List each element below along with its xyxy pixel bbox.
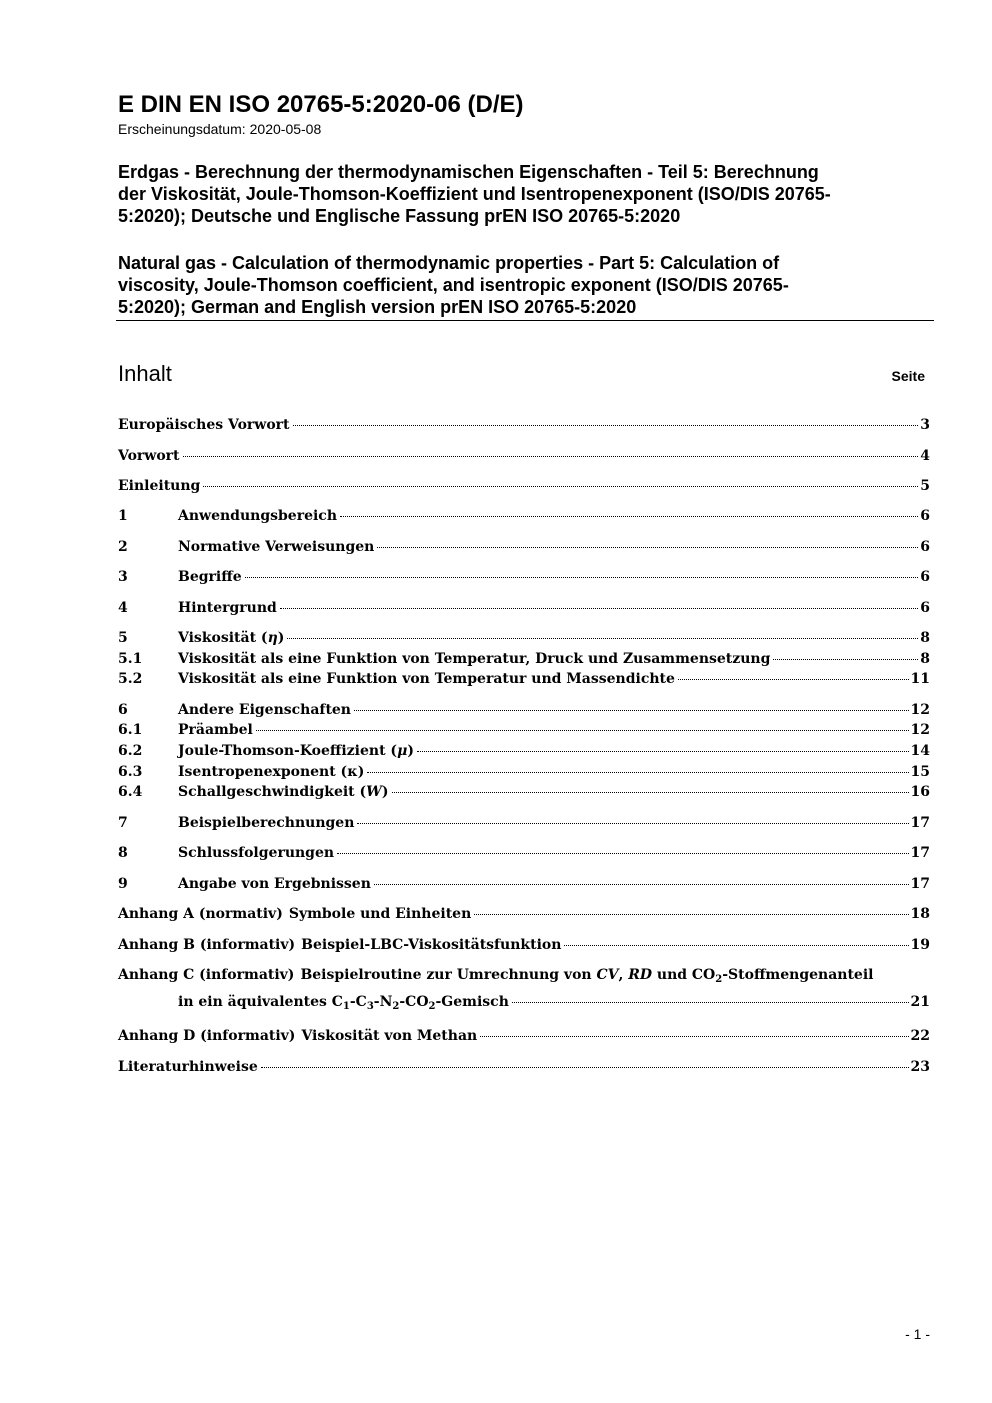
- toc-entry-page: 21: [910, 994, 930, 1010]
- toc-entry[interactable]: [118, 600, 930, 620]
- toc-entry-number: 7: [118, 815, 128, 831]
- toc-leader: [678, 679, 909, 680]
- toc-entry-title: Literaturhinweise: [118, 1059, 258, 1075]
- toc-entry[interactable]: [118, 702, 930, 722]
- toc-entry-page: 23: [910, 1059, 930, 1075]
- toc-entry-page: 6: [920, 569, 930, 585]
- toc-entry-title: Präambel: [178, 722, 253, 738]
- toc-entry-page: 12: [910, 702, 930, 718]
- title-english-line: 5:2020); German and English version prEN ISO 20765-5:2020: [118, 297, 637, 317]
- toc-entry[interactable]: [118, 1059, 930, 1079]
- toc-entry-title: Viskosität (η): [178, 630, 285, 646]
- toc-entry-number: 5: [118, 630, 128, 646]
- toc-entry[interactable]: [118, 876, 930, 896]
- toc-entry-number: 5.2: [118, 671, 143, 687]
- toc-page-column-label: Seite: [891, 368, 925, 384]
- toc-entry-title: in ein äquivalentes $C_1-C_3-N_2-CO_2$-Gemisch: [178, 994, 509, 1012]
- toc-leader: [245, 577, 919, 578]
- toc-entry-number: 8: [118, 845, 128, 861]
- toc-leader: [374, 884, 909, 885]
- mu-symbol: μ: [397, 743, 408, 759]
- title-german-line: der Viskosität, Joule-Thomson-Koeffizient und Isentropenexponent (ISO/DIS 20765-: [118, 184, 831, 204]
- toc-entry-title: Anwendungsbereich: [178, 508, 337, 524]
- toc-entry-page: 11: [910, 671, 930, 687]
- title-german: [118, 161, 918, 227]
- toc-leader: [256, 730, 909, 731]
- toc-entry-page: 5: [920, 478, 930, 494]
- toc-entry-page: 17: [910, 845, 930, 861]
- annex-label: Anhang C (informativ): [118, 967, 295, 983]
- toc-entry-page: 17: [910, 876, 930, 892]
- toc-leader: [337, 853, 908, 854]
- toc-leader: [261, 1067, 909, 1068]
- toc-entry-title: Beispielroutine zur Umrechnung von CV, RD und $CO_2$-Stoffmengenanteil: [300, 967, 874, 985]
- title-german-line: Erdgas - Berechnung der thermodynamischen Eigenschaften - Teil 5: Berechnung: [118, 162, 819, 182]
- publication-date: [118, 121, 325, 137]
- toc-leader: [203, 486, 918, 487]
- toc-leader: [480, 1036, 908, 1037]
- title-divider: [116, 320, 934, 321]
- cv-symbol: CV: [596, 967, 619, 983]
- rd-symbol: RD: [628, 967, 653, 983]
- toc-entry-page: 6: [920, 508, 930, 524]
- toc-leader: [183, 456, 919, 457]
- toc-entry-page: 6: [920, 539, 930, 555]
- toc-entry-number: 9: [118, 876, 128, 892]
- toc-leader: [367, 772, 908, 773]
- toc-entry-number: 2: [118, 539, 128, 555]
- toc-entry-number: 6.2: [118, 743, 143, 759]
- toc-leader: [773, 659, 918, 660]
- toc-entry[interactable]: [118, 569, 930, 589]
- toc-leader: [417, 751, 909, 752]
- toc-entry[interactable]: [118, 539, 930, 559]
- toc-entry[interactable]: [118, 478, 930, 498]
- toc-leader: [287, 638, 918, 639]
- toc-entry[interactable]: [118, 651, 930, 671]
- publication-date-value: 2020-05-08: [249, 121, 322, 137]
- toc-entry[interactable]: [118, 937, 930, 957]
- toc-entry-number: 1: [118, 508, 128, 524]
- toc-entry[interactable]: [118, 630, 930, 650]
- toc-entry-title: Andere Eigenschaften: [178, 702, 351, 718]
- toc-entry-title: Schallgeschwindigkeit (W): [178, 784, 389, 800]
- toc-entry[interactable]: [118, 845, 930, 865]
- title-english: [118, 252, 918, 318]
- toc-heading: Inhalt: [118, 361, 172, 386]
- toc-entry-number: 6: [118, 702, 128, 718]
- toc-entry[interactable]: [118, 784, 930, 804]
- toc-entry-page: 14: [910, 743, 930, 759]
- toc-entry-number: 6.1: [118, 722, 143, 738]
- toc-entry-title: Isentropenexponent (κ): [178, 764, 365, 780]
- toc-entry-title: Viskosität als eine Funktion von Temperatur und Massendichte: [178, 671, 675, 687]
- toc-entry-number: 3: [118, 569, 128, 585]
- kappa-symbol: κ: [347, 764, 358, 780]
- toc-entry-page: 18: [910, 906, 930, 922]
- toc-entry-page: 16: [910, 784, 930, 800]
- eta-symbol: η: [267, 630, 278, 646]
- toc-entry-title: Viskosität als eine Funktion von Temperatur, Druck und Zusammensetzung: [178, 651, 771, 667]
- toc-entry[interactable]: [118, 743, 930, 763]
- toc-entry-page: 17: [910, 815, 930, 831]
- toc-entry-title: Angabe von Ergebnissen: [178, 876, 371, 892]
- toc-entry[interactable]: [118, 815, 930, 835]
- toc-leader: [354, 710, 909, 711]
- toc-entry-page: 19: [910, 937, 930, 953]
- toc-entry-number: 6.3: [118, 764, 143, 780]
- toc-entry-continuation[interactable]: [118, 994, 930, 1014]
- toc-leader: [392, 792, 909, 793]
- title-german-line: 5:2020); Deutsche und Englische Fassung prEN ISO 20765-5:2020: [118, 206, 681, 226]
- toc-entry-title: Begriffe: [178, 569, 242, 585]
- toc-entry-page: 22: [910, 1028, 930, 1044]
- toc-entry-title: Joule-Thomson-Koeffizient (μ): [178, 743, 414, 759]
- toc-entry-title: Symbole und Einheiten: [288, 906, 472, 922]
- toc-entry-page: 12: [910, 722, 930, 738]
- toc-entry-title: Beispiel-LBC-Viskositätsfunktion: [301, 937, 562, 953]
- toc-entry-title: Schlussfolgerungen: [178, 845, 335, 861]
- toc-entry-number: 5.1: [118, 651, 143, 667]
- toc-entry[interactable]: [118, 671, 930, 691]
- w-symbol: W: [366, 784, 382, 800]
- toc-entry-page: 8: [920, 630, 930, 646]
- toc-entry-title: Viskosität von Methan: [301, 1028, 478, 1044]
- publication-date-label: Erscheinungsdatum:: [118, 121, 246, 137]
- toc-entry[interactable]: [118, 1028, 930, 1048]
- toc-leader: [293, 425, 919, 426]
- document-id: E DIN EN ISO 20765-5:2020-06 (D/E): [118, 91, 524, 118]
- toc-leader: [280, 608, 918, 609]
- toc-entry-page: 4: [920, 448, 930, 464]
- toc-entry[interactable]: [118, 722, 930, 742]
- toc-entry[interactable]: [118, 508, 930, 528]
- toc-entry-number: 4: [118, 600, 128, 616]
- toc-entry-number: 6.4: [118, 784, 143, 800]
- annex-label: Anhang D (informativ): [118, 1028, 296, 1044]
- title-english-line: viscosity, Joule-Thomson coefficient, and isentropic exponent (ISO/DIS 20765-: [118, 275, 789, 295]
- toc-entry-page: 6: [920, 600, 930, 616]
- toc-leader: [564, 945, 908, 946]
- title-english-line: Natural gas - Calculation of thermodynamic properties - Part 5: Calculation of: [118, 253, 780, 273]
- toc-entry-title: Vorwort: [118, 448, 180, 464]
- toc-leader: [340, 516, 918, 517]
- toc-entry[interactable]: [118, 764, 930, 784]
- toc-leader: [357, 823, 908, 824]
- toc-leader: [377, 547, 918, 548]
- toc-leader: [474, 914, 908, 915]
- toc-entry-title: Einleitung: [118, 478, 201, 494]
- toc-entry-page: 15: [910, 764, 930, 780]
- toc-entry-title: Beispielberechnungen: [178, 815, 355, 831]
- toc-entry-page: 3: [920, 417, 930, 433]
- page-number: - 1 -: [905, 1326, 930, 1342]
- annex-label: Anhang B (informativ): [118, 937, 296, 953]
- toc-entry[interactable]: [118, 967, 930, 987]
- toc-entry-title: Europäisches Vorwort: [118, 417, 290, 433]
- toc-entry-page: 8: [920, 651, 930, 667]
- toc-entry[interactable]: [118, 448, 930, 468]
- toc-entry[interactable]: [118, 906, 930, 926]
- toc-leader: [512, 1002, 909, 1003]
- toc-entry[interactable]: [118, 417, 930, 437]
- toc-entry-title: Hintergrund: [178, 600, 277, 616]
- toc-entry-title: Normative Verweisungen: [178, 539, 375, 555]
- annex-label: Anhang A (normativ): [118, 906, 283, 922]
